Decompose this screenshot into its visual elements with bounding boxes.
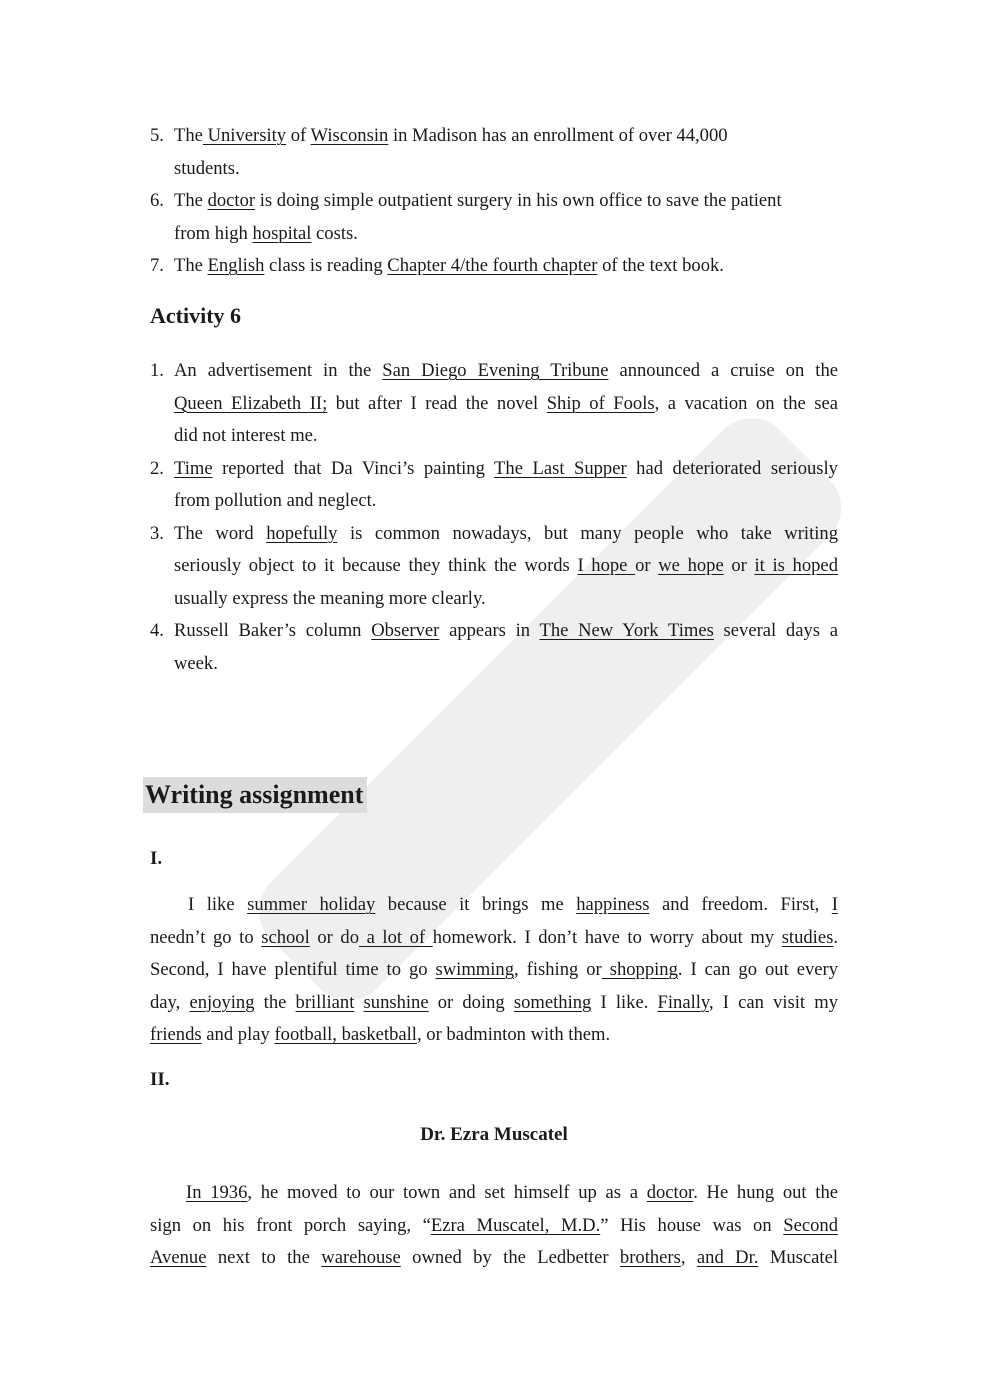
text-line: [174, 518, 838, 551]
item-number: 6.: [150, 190, 164, 211]
underlined-text: school: [261, 926, 310, 948]
item-number: 4.: [150, 620, 164, 641]
text-run: or do: [309, 926, 360, 948]
text-line: [150, 1019, 838, 1052]
text-run: The word: [174, 522, 267, 544]
text-run: [354, 992, 363, 1013]
underlined-text: Time: [174, 457, 213, 479]
underlined-text: San Diego Evening Tribune: [382, 360, 609, 381]
text-run: , fishing or: [514, 959, 602, 980]
underlined-text: friends: [150, 1024, 202, 1045]
text-run: or doing: [428, 991, 514, 1013]
text-run: and play: [201, 1024, 275, 1045]
text-run: Russell Baker’s column: [174, 620, 372, 641]
underlined-text: Avenue: [150, 1247, 207, 1268]
text-run: .: [833, 926, 838, 948]
underlined-text: and Dr.: [696, 1247, 759, 1268]
item-number: 5.: [150, 125, 164, 146]
text-line: [150, 954, 838, 987]
text-line: [150, 1210, 838, 1243]
activity-heading: Activity 6: [150, 303, 242, 328]
text-run: or: [635, 555, 659, 576]
underlined-text: Finally: [657, 991, 709, 1013]
text-line: [174, 388, 838, 421]
text-run: usually express the meaning more clearly.: [174, 587, 486, 609]
text-run: I like: [188, 894, 248, 915]
underlined-text: a lot of: [359, 926, 433, 948]
text-run: the: [254, 991, 296, 1013]
underlined-text: something: [513, 991, 592, 1013]
underlined-text: sunshine: [363, 991, 429, 1013]
underlined-text: In 1936: [186, 1182, 248, 1203]
text-line: [174, 120, 834, 153]
text-run: seriously object to it because they think the words: [174, 555, 578, 576]
underlined-text: Wisconsin: [310, 125, 389, 146]
text-run: sign on his front porch saying, “: [150, 1214, 431, 1236]
text-line: [174, 185, 834, 218]
text-run: Second, I have plentiful time to go: [150, 959, 436, 980]
essay-title: Dr. Ezra Muscatel: [420, 1124, 568, 1145]
text-run: is common nowadays, but many people who take writing: [337, 522, 838, 544]
writing-assignment-heading: [143, 777, 367, 813]
text-run: is doing simple outpatient surgery in his own office to save the patient: [255, 190, 782, 211]
text-line: [150, 987, 838, 1020]
underlined-text: it is hoped: [754, 555, 838, 576]
text-run: , a vacation on the sea: [654, 392, 838, 414]
text-run: , he moved to our town and set himself up as a: [247, 1182, 647, 1203]
underlined-text: swimming: [435, 959, 515, 980]
text-run: from pollution and neglect.: [174, 490, 377, 511]
text-line: [174, 485, 838, 518]
text-line: [174, 550, 838, 583]
text-run: Muscatel: [758, 1247, 838, 1268]
item-number: 3.: [150, 522, 164, 544]
text-line: [174, 615, 838, 648]
text-run: needn’t go to: [150, 926, 262, 948]
item-number: 7.: [150, 255, 164, 276]
item-number: 2.: [150, 457, 164, 479]
text-run: I like.: [591, 991, 658, 1013]
underlined-text: doctor: [646, 1182, 694, 1203]
underlined-text: Queen Elizabeth II;: [174, 392, 328, 414]
underlined-text: The New York Times: [539, 620, 714, 641]
underlined-text: hopefully: [266, 522, 338, 544]
text-run: day,: [150, 991, 190, 1013]
underlined-text: happiness: [576, 894, 650, 915]
item-number: 1.: [150, 360, 164, 381]
underlined-text: we hope: [658, 555, 724, 576]
text-line: [174, 583, 838, 616]
underlined-text: I: [831, 894, 838, 915]
text-run: The: [174, 190, 208, 211]
text-run: , I can visit my: [709, 991, 838, 1013]
text-run: had deteriorated seriously: [626, 457, 838, 479]
text-run: but after I read the novel: [327, 392, 547, 414]
underlined-text: University: [202, 125, 287, 146]
text-run: . I can go out every: [677, 959, 838, 980]
underlined-text: I hope: [577, 555, 636, 576]
text-run: . He hung out the: [693, 1182, 838, 1203]
text-run: , or badminton with them.: [416, 1024, 611, 1045]
writing-assignment-title: Writing assignment: [145, 780, 364, 809]
underlined-text: brothers: [619, 1247, 681, 1268]
underlined-text: The Last Supper: [494, 457, 627, 479]
text-run: of the text book.: [597, 255, 724, 276]
underlined-text: English: [207, 255, 265, 276]
text-run: ,: [680, 1247, 697, 1268]
underlined-text: hospital: [252, 222, 312, 244]
underlined-text: Chapter 4/the fourth chapter: [387, 255, 598, 276]
text-line: [174, 250, 834, 283]
section-1-label: I.: [150, 848, 163, 869]
underlined-text: Ezra Muscatel, M.D.: [430, 1214, 601, 1236]
text-run: in Madison has an enrollment of over 44,000: [388, 125, 728, 146]
text-line: [174, 648, 838, 681]
text-run: several days a: [713, 620, 838, 641]
text-run: of: [286, 125, 311, 146]
text-run: and freedom. First,: [649, 894, 832, 915]
text-line: [174, 153, 834, 186]
text-line: [174, 453, 838, 486]
underlined-text: summer holiday: [247, 894, 376, 915]
underlined-text: Observer: [371, 620, 440, 641]
text-run: owned by the Ledbetter: [400, 1247, 620, 1268]
text-run: homework. I don’t have to worry about my: [432, 926, 782, 948]
underlined-text: Second: [783, 1214, 838, 1236]
underlined-text: Ship of Fools: [546, 392, 655, 414]
text-run: or: [723, 555, 755, 576]
text-run: did not interest me.: [174, 425, 318, 446]
underlined-text: enjoying: [189, 991, 255, 1013]
text-run: The: [174, 125, 203, 146]
text-line: [186, 1177, 838, 1210]
text-run: An advertisement in the: [174, 360, 383, 381]
text-line: [174, 218, 834, 251]
text-run: costs.: [311, 222, 358, 244]
underlined-text: brilliant: [295, 991, 355, 1013]
text-run: because it brings me: [375, 894, 577, 915]
underlined-text: doctor: [207, 190, 256, 211]
text-run: appears in: [439, 620, 540, 641]
text-run: class is reading: [264, 255, 388, 276]
text-line: [150, 1242, 838, 1275]
text-run: ” His house was on: [600, 1214, 784, 1236]
underlined-text: studies: [781, 926, 834, 948]
text-line: [150, 922, 838, 955]
text-run: The: [174, 255, 208, 276]
text-run: students.: [174, 157, 240, 179]
section-2-label: II.: [150, 1069, 170, 1090]
text-run: from high: [174, 222, 253, 244]
text-run: announced a cruise on the: [608, 360, 839, 381]
text-run: week.: [174, 652, 218, 674]
text-run: reported that Da Vinci’s painting: [212, 457, 495, 479]
text-run: next to the: [206, 1247, 322, 1268]
text-line: [188, 889, 838, 922]
underlined-text: shopping: [601, 959, 678, 980]
underlined-text: warehouse: [321, 1247, 401, 1268]
underlined-text: football, basketball: [274, 1024, 417, 1045]
text-line: [174, 355, 838, 388]
text-line: [174, 420, 838, 453]
